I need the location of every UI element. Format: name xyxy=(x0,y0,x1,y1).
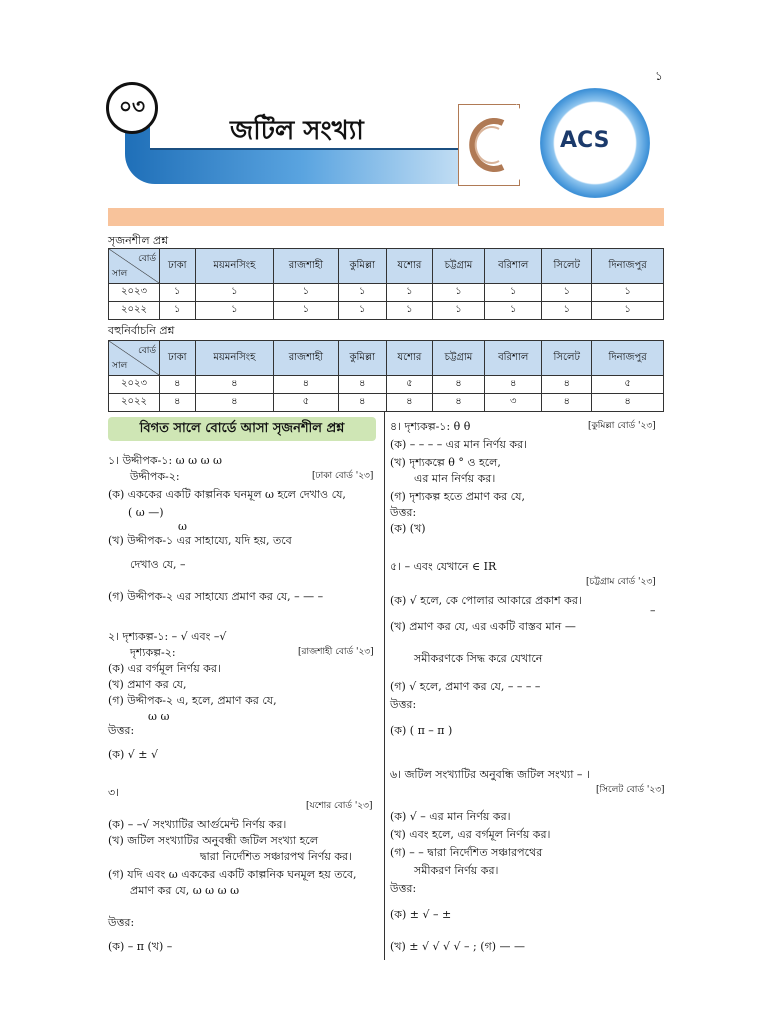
question-line: প্রমাণ কর যে, ω ω ω ω xyxy=(130,884,240,897)
board-header: কুমিল্লা xyxy=(338,249,386,284)
question-line: ( ω —) xyxy=(128,506,164,519)
count-cell: ৫ xyxy=(386,376,432,394)
board-header: সিলেট xyxy=(542,249,592,284)
table2-label: বহুনির্বাচনি প্রশ্ন xyxy=(108,324,175,337)
question-line: উদ্দীপক-২: xyxy=(130,470,180,483)
table1-label: সৃজনশীল প্রশ্ন xyxy=(108,234,169,247)
question-line: (ক) – – – – এর মান নির্ণয় কর। xyxy=(390,438,528,451)
corner-board-label: বোর্ড xyxy=(138,254,156,264)
count-cell: ১ xyxy=(274,284,338,302)
count-cell: ১ xyxy=(338,302,386,320)
count-cell: ৪ xyxy=(160,394,196,412)
question-line: ৩। xyxy=(108,786,120,799)
count-cell: ৩ xyxy=(485,394,542,412)
board-header: যশোর xyxy=(386,341,432,376)
board-source-tag: [সিলেট বোর্ড '২৩] xyxy=(596,785,665,795)
count-cell: ১ xyxy=(160,302,196,320)
board-header: রাজশাহী xyxy=(274,341,338,376)
board-source-tag: [যশোর বোর্ড '২৩] xyxy=(306,801,373,811)
count-cell: ৪ xyxy=(386,394,432,412)
question-line: (খ) দৃশ্যকল্পে θ ° ও হলে, xyxy=(390,456,501,469)
question-line: ৫। – এবং যেখানে ∈ IR xyxy=(390,560,497,573)
count-cell: ৪ xyxy=(195,394,274,412)
board-header: ময়মনসিংহ xyxy=(195,249,274,284)
year-cell: ২০২২ xyxy=(109,394,160,412)
question-line: (গ) যদি এবং ω এককের একটি কাল্পনিক ঘনমূল হয় তবে, xyxy=(108,868,357,881)
question-line: (ক) ± √ – ± xyxy=(390,908,452,921)
question-line: উত্তর: xyxy=(108,724,135,737)
question-line: ω xyxy=(178,520,187,533)
count-cell: ১ xyxy=(386,284,432,302)
table-row xyxy=(109,302,664,320)
corner-board-label: বোর্ড xyxy=(138,346,156,356)
corner-year-label: সাল xyxy=(112,361,128,371)
page-number: ১ xyxy=(655,69,663,83)
count-cell: ১ xyxy=(592,284,664,302)
count-cell: ১ xyxy=(195,302,274,320)
question-line: উত্তর: xyxy=(108,916,135,929)
count-cell: ৪ xyxy=(160,376,196,394)
table-row xyxy=(109,284,664,302)
question-line: (খ) জটিল সংখ্যাটির অনুবন্ধী জটিল সংখ্যা হলে xyxy=(108,834,319,847)
count-cell: ৪ xyxy=(195,376,274,394)
table xyxy=(108,248,664,320)
column-divider xyxy=(384,412,385,960)
question-line: ১। উদ্দীপক-১: ω ω ω ω xyxy=(108,454,223,467)
count-cell: ১ xyxy=(195,284,274,302)
board-header: ঢাকা xyxy=(160,341,196,376)
count-cell: ৪ xyxy=(338,376,386,394)
question-line: সমীকরণকে সিদ্ধ করে যেখানে xyxy=(414,652,543,665)
board-header: দিনাজপুর xyxy=(592,341,664,376)
count-cell: ১ xyxy=(432,302,484,320)
count-cell: ৪ xyxy=(592,394,664,412)
question-line: (ক) এর বর্গমূল নির্ণয় কর। xyxy=(108,662,221,675)
count-cell: ১ xyxy=(386,302,432,320)
count-cell: ৫ xyxy=(274,394,338,412)
question-line: (খ) প্রমাণ কর যে, xyxy=(108,678,187,691)
count-cell: ১ xyxy=(274,302,338,320)
question-line: (ক) – –√ সংখ্যাটির আর্গুমেন্ট নির্ণয় কর। xyxy=(108,818,287,831)
question-line: (ক) (খ) xyxy=(390,522,426,535)
question-line: ৬। জটিল সংখ্যাটির অনুবন্ধি জটিল সংখ্যা – । xyxy=(390,768,590,781)
table-corner-cell xyxy=(109,341,160,376)
count-cell: ৪ xyxy=(432,376,484,394)
question-line: ২। দৃশ্যকল্প-১: – √ এবং –√ xyxy=(108,630,227,643)
question-line: – xyxy=(650,604,656,617)
question-line: উত্তর: xyxy=(390,698,417,711)
board-header: ঢাকা xyxy=(160,249,196,284)
chapter-title: জটিল সংখ্যা xyxy=(230,116,364,146)
table-corner-cell xyxy=(109,249,160,284)
board-header: বরিশাল xyxy=(485,249,542,284)
count-cell: ৪ xyxy=(485,376,542,394)
count-cell: ৪ xyxy=(338,394,386,412)
count-cell: ১ xyxy=(485,284,542,302)
question-line: (খ) উদ্দীপক-১ এর সাহায্যে, যদি হয়, তবে xyxy=(108,534,292,547)
board-source-tag: [কুমিল্লা বোর্ড '২৩] xyxy=(588,421,656,431)
board-source-tag: [চট্টগ্রাম বোর্ড '২৩] xyxy=(586,577,656,587)
count-cell: ৪ xyxy=(542,376,592,394)
board-header: চট্টগ্রাম xyxy=(432,341,484,376)
question-line: (ক) √ ± √ xyxy=(108,748,159,761)
acs-logo-text: ACS xyxy=(560,128,610,153)
question-line: (খ) ± √ √ √ √ – ; (গ) — — xyxy=(390,940,526,953)
question-line: দেখাও যে, – xyxy=(130,558,186,571)
board-header: কুমিল্লা xyxy=(338,341,386,376)
board-source-tag: [রাজশাহী বোর্ড '২৩] xyxy=(298,647,374,657)
question-line: (ক) √ হলে, কে পোলার আকারে প্রকাশ কর। xyxy=(390,594,582,607)
question-line: দৃশ্যকল্প-২: xyxy=(130,646,176,659)
question-line: (ক) – π (খ) – xyxy=(108,940,173,953)
question-line: (ক) ( π – π ) xyxy=(390,724,453,737)
table-row xyxy=(109,394,664,412)
board-header: যশোর xyxy=(386,249,432,284)
year-cell: ২০২২ xyxy=(109,302,160,320)
count-cell: ১ xyxy=(592,302,664,320)
orange-divider xyxy=(108,208,664,226)
count-cell: ৪ xyxy=(432,394,484,412)
c-letter-icon xyxy=(458,104,520,186)
count-cell: ১ xyxy=(485,302,542,320)
count-cell: ১ xyxy=(160,284,196,302)
board-header: সিলেট xyxy=(542,341,592,376)
board-header: চট্টগ্রাম xyxy=(432,249,484,284)
board-header: দিনাজপুর xyxy=(592,249,664,284)
question-line: (খ) প্রমাণ কর যে, এর একটি বাস্তব মান — xyxy=(390,620,576,633)
chapter-number-badge: ০৩ xyxy=(106,82,158,134)
count-cell: ১ xyxy=(338,284,386,302)
table-row xyxy=(109,376,664,394)
question-line: (গ) √ হলে, প্রমাণ কর যে, – – – – xyxy=(390,680,541,693)
question-line: দ্বারা নির্দেশিত সঞ্চারপথ নির্ণয় কর। xyxy=(200,850,353,863)
board-header: বরিশাল xyxy=(485,341,542,376)
question-line: উত্তর: xyxy=(390,882,417,895)
year-cell: ২০২৩ xyxy=(109,284,160,302)
question-line: (খ) এবং হলে, এর বর্গমূল নির্ণয় কর। xyxy=(390,828,551,841)
question-line: (গ) – – দ্বারা নির্দেশিত সঞ্চারপথের xyxy=(390,846,543,859)
corner-year-label: সাল xyxy=(112,269,128,279)
question-line: ৪। দৃশ্যকল্প-১: θ θ xyxy=(390,420,471,433)
question-line: (গ) উদ্দীপক-২ এর সাহায্যে প্রমাণ কর যে, – — – xyxy=(108,590,324,603)
count-cell: ৫ xyxy=(592,376,664,394)
count-cell: ১ xyxy=(432,284,484,302)
board-header: রাজশাহী xyxy=(274,249,338,284)
board-header: ময়মনসিংহ xyxy=(195,341,274,376)
question-line: ω ω xyxy=(148,710,170,723)
section-heading: বিগত সালে বোর্ডে আসা সৃজনশীল প্রশ্ন xyxy=(108,417,376,441)
question-line: (গ) দৃশ্যকল্প হতে প্রমাণ কর যে, xyxy=(390,490,525,503)
question-line: এর মান নির্ণয় কর। xyxy=(414,472,496,485)
table xyxy=(108,340,664,412)
question-line: (গ) উদ্দীপক-২ এ, হলে, প্রমাণ কর যে, xyxy=(108,694,277,707)
question-line: (ক) √ – এর মান নির্ণয় কর। xyxy=(390,810,511,823)
question-line: উত্তর: xyxy=(390,506,417,519)
question-line: (ক) এককের একটি কাল্পনিক ঘনমূল ω হলে দেখাও যে, xyxy=(108,488,346,501)
board-source-tag: [ঢাকা বোর্ড '২৩] xyxy=(312,471,374,481)
count-cell: ১ xyxy=(542,302,592,320)
question-line: সমীকরণ নির্ণয় কর। xyxy=(414,864,499,877)
year-cell: ২০২৩ xyxy=(109,376,160,394)
count-cell: ১ xyxy=(542,284,592,302)
count-cell: ৪ xyxy=(274,376,338,394)
count-cell: ৪ xyxy=(542,394,592,412)
